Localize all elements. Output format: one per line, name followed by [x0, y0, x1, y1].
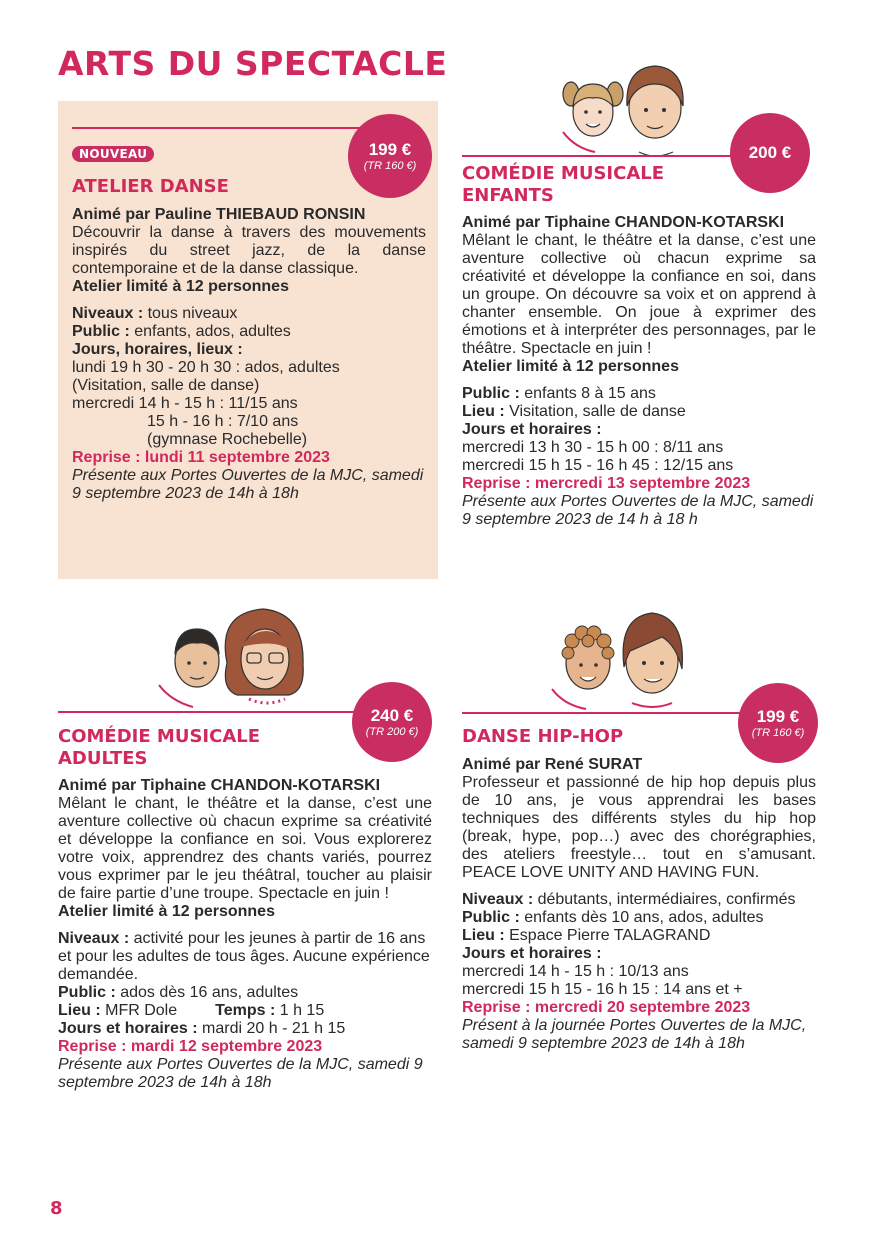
open-house-note: Présente aux Portes Ouvertes de la MJC, samedi 9 septembre 2023 de 14h à 18h	[72, 467, 424, 502]
public-row	[58, 984, 432, 1002]
animator: Animé par Pauline THIEBAUD RONSIN	[72, 206, 366, 223]
schedule-label: Jours, horaires, lieux :	[72, 341, 243, 358]
schedule-line: (gymnase Rochebelle)	[147, 431, 308, 448]
price-badge	[348, 114, 432, 198]
card-title: DANSE HIP-HOP	[462, 726, 624, 747]
description: Professeur et passionné de hip hop depuis plus de 10 ans, je vous apprendrai les bases techniques des différents styles du hip hop (break, hype, pop…) avec des chorégraphies, des ateliers freestyle… tout en s’amusant. PEACE LOVE UNITY AND HAVING FUN.	[462, 774, 816, 881]
public-label: Public :	[462, 909, 520, 926]
card-title-line: ADULTES	[58, 748, 148, 769]
lieu-label: Lieu :	[462, 927, 505, 944]
price-reduced: (TR 160 €)	[751, 726, 805, 739]
card-title-line: ENFANTS	[462, 185, 554, 206]
open-house-note: Présente aux Portes Ouvertes de la MJC, samedi 9 septembre 2023 de 14h à 18h	[58, 1056, 423, 1091]
public-value: ados dès 16 ans, adultes	[115, 984, 299, 1001]
card-title	[462, 163, 664, 207]
public-label: Public :	[58, 984, 116, 1001]
lieu-row	[462, 403, 816, 421]
animator: Animé par Tiphaine CHANDON-KOTARSKI	[58, 777, 381, 794]
public-label: Public :	[462, 385, 520, 402]
price-badge	[738, 683, 818, 763]
card-rule	[72, 127, 362, 129]
description: Découvrir la danse à travers des mouvements inspirés du street jazz, de la danse contemporaine et de la danse classique.	[72, 224, 426, 277]
public-row	[462, 909, 816, 927]
niveaux-row	[462, 891, 816, 909]
price-amount: 240 €	[370, 705, 414, 725]
schedule-row	[58, 1020, 432, 1038]
niveaux-value: tous niveaux	[143, 305, 238, 322]
public-label: Public :	[72, 323, 130, 340]
schedule-value: mardi 20 h - 21 h 15	[197, 1020, 346, 1037]
schedule-line: mercredi 14 h - 15 h : 10/13 ans	[462, 963, 689, 980]
card-body	[462, 214, 816, 529]
public-value: enfants, ados, adultes	[129, 323, 291, 340]
lieu-row	[462, 927, 816, 945]
temps-label: Temps :	[215, 1002, 276, 1019]
limit: Atelier limité à 12 personnes	[72, 278, 289, 295]
lieu-value: Espace Pierre TALAGRAND	[504, 927, 711, 944]
card-rule	[58, 711, 363, 713]
temps-value: 1 h 15	[275, 1002, 325, 1019]
niveaux-value: activité pour les jeunes à partir de 16 ans et pour les adultes de tous âges. Aucune expérience demandée.	[58, 930, 430, 983]
niveaux-label: Niveaux :	[462, 891, 534, 908]
schedule-line: mercredi 15 h 15 - 16 h 45 : 12/15 ans	[462, 457, 734, 474]
schedule-line: mercredi 15 h 15 - 16 h 15 : 14 ans et +	[462, 981, 743, 998]
price-amount: 199 €	[756, 706, 800, 726]
animator: Animé par René SURAT	[462, 756, 643, 773]
schedule-line: 15 h - 16 h : 7/10 ans	[147, 413, 299, 430]
price-amount: 199 €	[368, 139, 412, 159]
animator: Animé par Tiphaine CHANDON-KOTARSKI	[462, 214, 785, 231]
card-rule	[462, 155, 737, 157]
new-badge: NOUVEAU	[72, 146, 154, 162]
open-house-note: Présente aux Portes Ouvertes de la MJC, samedi 9 septembre 2023 de 14 h à 18 h	[462, 493, 814, 528]
public-row	[462, 385, 816, 403]
price-amount: 200 €	[748, 143, 792, 162]
lieu-value: Visitation, salle de danse	[504, 403, 686, 420]
open-house-note: Présent à la journée Portes Ouvertes de la MJC, samedi 9 septembre 2023 de 14h à 18h	[462, 1017, 807, 1052]
price-reduced: (TR 200 €)	[365, 725, 419, 738]
card-rule	[462, 712, 742, 714]
card-title: ATELIER DANSE	[72, 176, 229, 197]
card-body	[462, 756, 816, 1053]
reprise-date: Reprise : mardi 12 septembre 2023	[58, 1038, 323, 1055]
description: Mêlant le chant, le théâtre et la danse, c’est une aventure collective où chacun exprime sa créativité et développe la confiance en soi. Vous explorerez votre voix, apprendrez des chants variés, pourrez vous exprimer par le jeu théâtral, toucher au plaisir de faire partie d’une troupe. Spectacle en juin !	[58, 795, 432, 902]
adults-illustration	[155, 603, 315, 711]
card-body	[58, 777, 432, 1092]
niveaux-label: Niveaux :	[72, 305, 144, 322]
niveaux-row	[72, 305, 426, 323]
price-badge	[352, 682, 432, 762]
niveaux-value: débutants, intermédiaires, confirmés	[533, 891, 796, 908]
children-illustration	[555, 60, 705, 160]
schedule-line: lundi 19 h 30 - 20 h 30 : ados, adultes	[72, 359, 340, 376]
schedule-label: Jours et horaires :	[462, 421, 602, 438]
niveaux-row	[58, 930, 432, 984]
niveaux-label: Niveaux :	[58, 930, 130, 947]
description: Mêlant le chant, le théâtre et la danse, c’est une aventure collective où chacun exprime sa créativité et développe la confiance en soi, dans un groupe. On découvre sa voix et on apprend à chanter ensemble. On joue à exprimer des émotions et à interpréter des personnages, par le théâtre. Spectacle en juin !	[462, 232, 816, 357]
card-title	[58, 726, 260, 770]
lieu-value: MFR Dole	[100, 1002, 178, 1019]
public-row	[72, 323, 426, 341]
schedule-label: Jours et horaires :	[58, 1020, 198, 1037]
card-body	[72, 206, 426, 503]
lieu-label: Lieu :	[462, 403, 505, 420]
schedule-line: mercredi 14 h - 15 h : 11/15 ans	[72, 395, 298, 412]
reprise-date: Reprise : mercredi 13 septembre 2023	[462, 475, 751, 492]
price-badge	[730, 113, 810, 193]
card-title-line: COMÉDIE MUSICALE	[58, 726, 261, 747]
reprise-date: Reprise : lundi 11 septembre 2023	[72, 449, 330, 466]
limit: Atelier limité à 12 personnes	[58, 903, 275, 920]
page-title: ARTS DU SPECTACLE	[58, 44, 448, 83]
schedule-line: (Visitation, salle de danse)	[72, 377, 260, 394]
card-title-line: COMÉDIE MUSICALE	[462, 163, 665, 184]
reprise-date: Reprise : mercredi 20 septembre 2023	[462, 999, 751, 1016]
hiphop-illustration	[548, 605, 698, 713]
public-value: enfants dès 10 ans, ados, adultes	[519, 909, 764, 926]
lieu-temps-row	[58, 1002, 432, 1020]
schedule-label: Jours et horaires :	[462, 945, 602, 962]
price-reduced: (TR 160 €)	[363, 159, 417, 172]
lieu-label: Lieu :	[58, 1002, 101, 1019]
schedule-line: mercredi 13 h 30 - 15 h 00 : 8/11 ans	[462, 439, 724, 456]
public-value: enfants 8 à 15 ans	[519, 385, 656, 402]
limit: Atelier limité à 12 personnes	[462, 358, 679, 375]
page-number: 8	[50, 1198, 63, 1219]
